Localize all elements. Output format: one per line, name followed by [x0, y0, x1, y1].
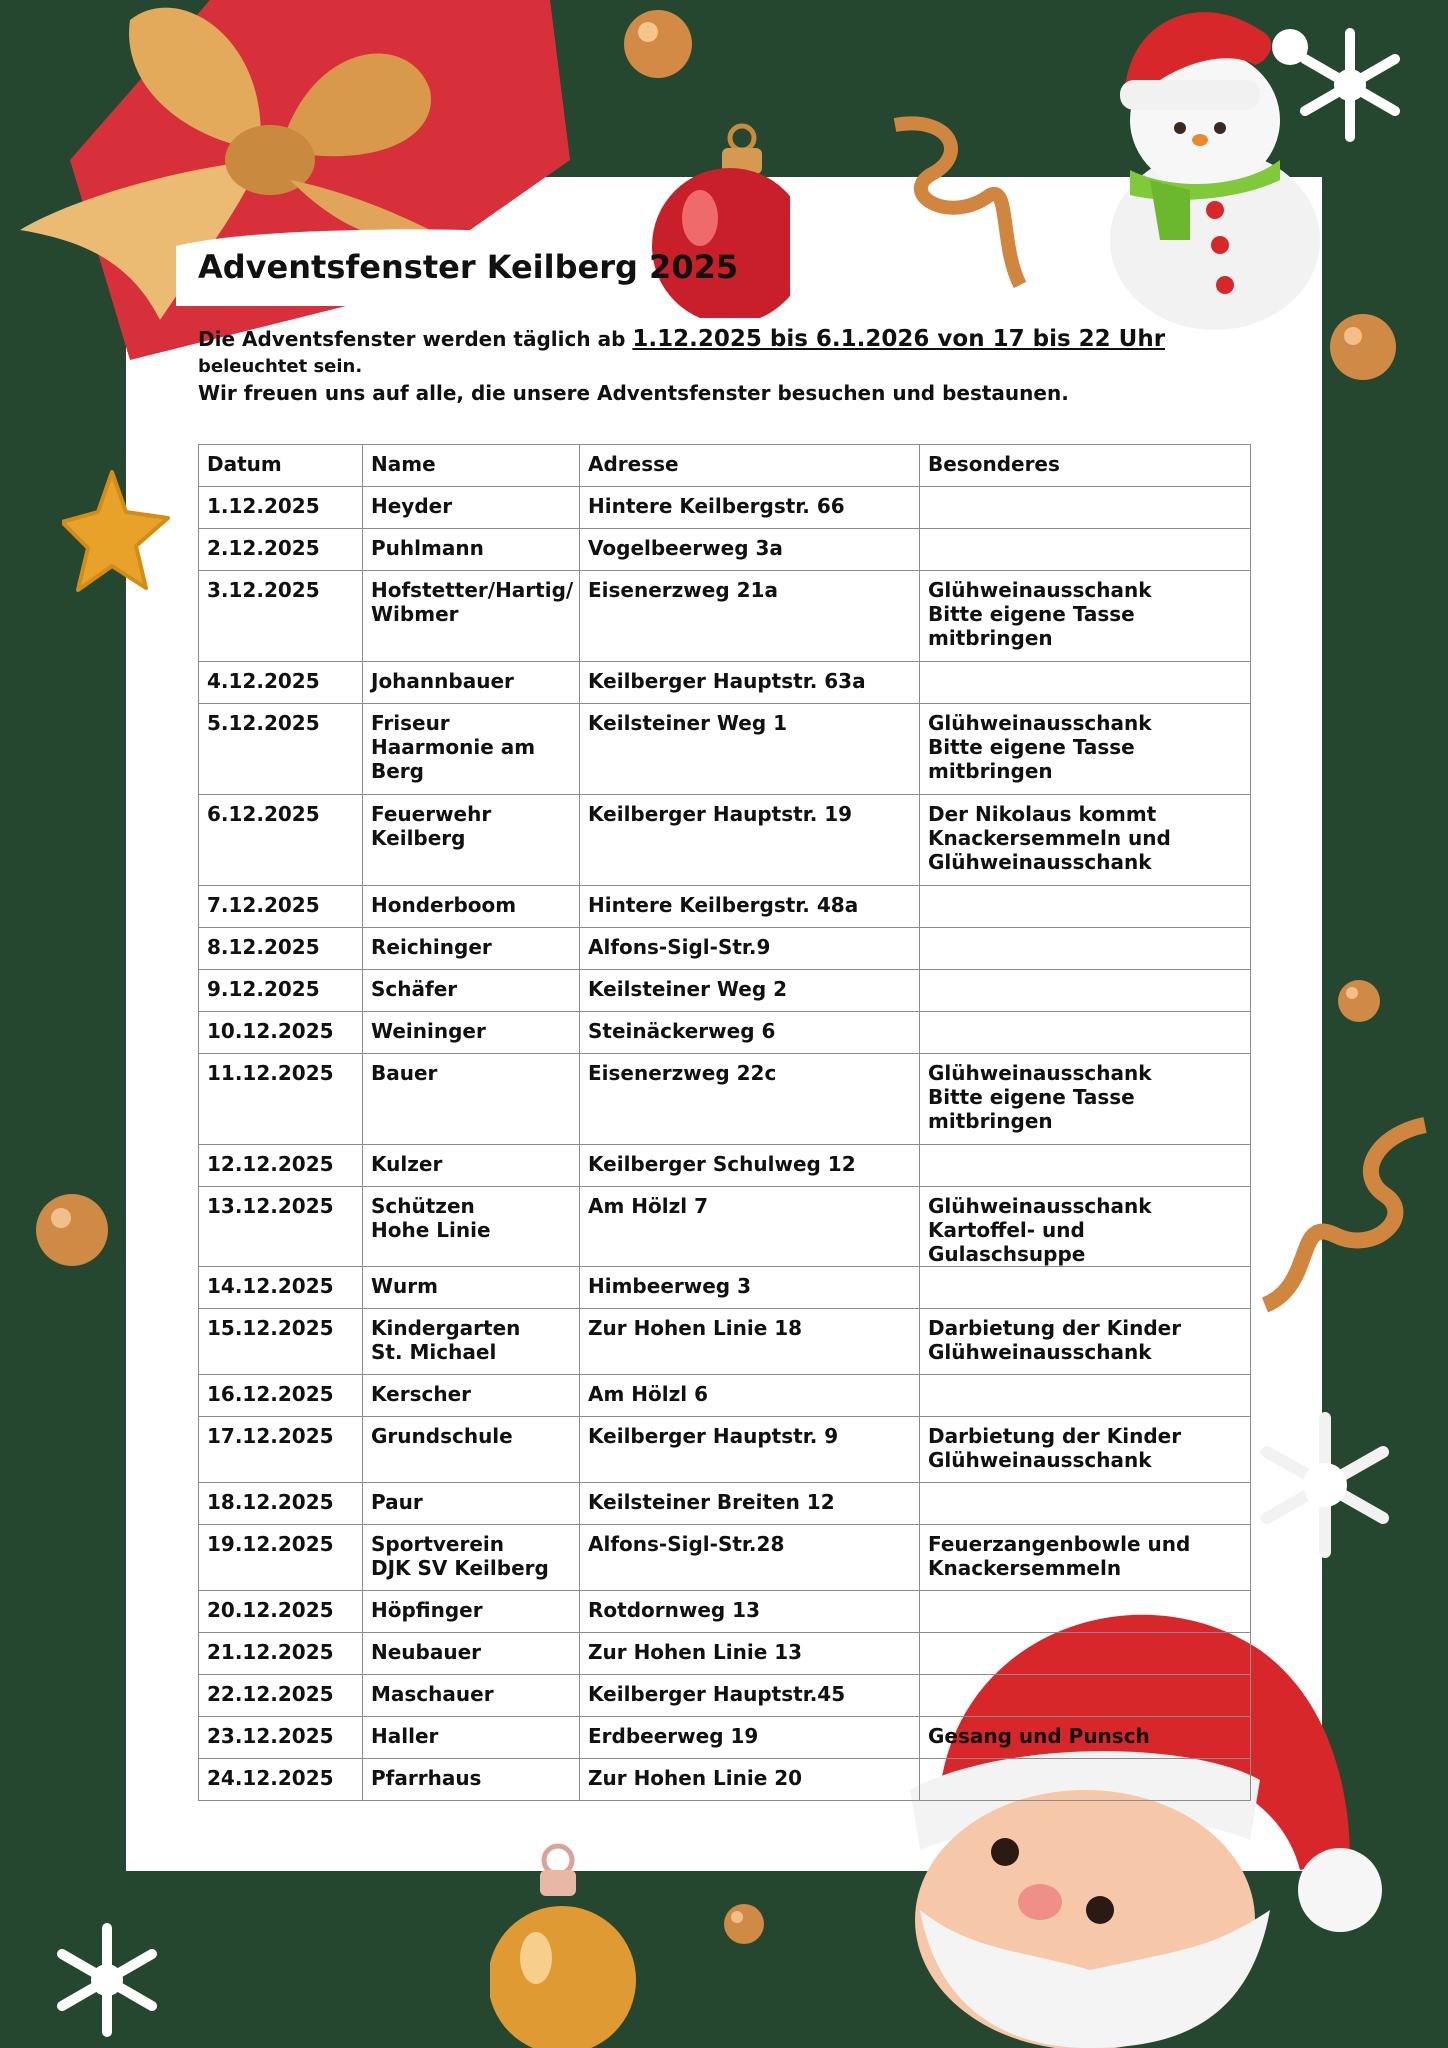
cell-name: Sportverein DJK SV Keilberg	[363, 1525, 580, 1591]
header-name: Name	[363, 445, 580, 487]
cell-name: Höpfinger	[363, 1591, 580, 1633]
gold-bauble-right-upper	[1328, 312, 1398, 382]
header-date: Datum	[199, 445, 363, 487]
cell-special: Darbietung der Kinder Glühweinausschank	[920, 1417, 1251, 1483]
cell-special: Feuerzangenbowle und Knackersemmeln	[920, 1525, 1251, 1591]
table-row	[199, 487, 1251, 529]
cell-address: Keilsteiner Weg 1	[580, 704, 920, 795]
cell-date: 2.12.2025	[199, 529, 363, 571]
cell-name: Grundschule	[363, 1417, 580, 1483]
cell-address: Hintere Keilbergstr. 48a	[580, 886, 920, 928]
cell-name: Maschauer	[363, 1675, 580, 1717]
intro-suffix: beleuchtet sein.	[198, 356, 363, 377]
table-row	[199, 1717, 1251, 1759]
gold-bauble-left	[34, 1192, 110, 1268]
table-row	[199, 1309, 1251, 1375]
cell-date: 18.12.2025	[199, 1483, 363, 1525]
cell-date: 5.12.2025	[199, 704, 363, 795]
table-row	[199, 1012, 1251, 1054]
cell-address: Eisenerzweg 21a	[580, 571, 920, 662]
cell-date: 16.12.2025	[199, 1375, 363, 1417]
table-row	[199, 1483, 1251, 1525]
cell-address: Keilberger Hauptstr. 19	[580, 795, 920, 886]
intro-text	[198, 326, 1268, 406]
table-row	[199, 571, 1251, 662]
cell-date: 12.12.2025	[199, 1145, 363, 1187]
table-row	[199, 1675, 1251, 1717]
cell-special: Gesang und Punsch	[920, 1717, 1251, 1759]
cell-name: Friseur Haarmonie am Berg	[363, 704, 580, 795]
table-row	[199, 1267, 1251, 1309]
cell-address: Keilberger Hauptstr. 63a	[580, 662, 920, 704]
cell-special	[920, 662, 1251, 704]
cell-address: Hintere Keilbergstr. 66	[580, 487, 920, 529]
cell-name: Feuerwehr Keilberg	[363, 795, 580, 886]
cell-name: Kerscher	[363, 1375, 580, 1417]
snowflake-bottom-left-icon	[42, 1920, 172, 2040]
cell-address: Am Hölzl 6	[580, 1375, 920, 1417]
cell-special: Glühweinausschank Bitte eigene Tasse mitbringen	[920, 704, 1251, 795]
cell-date: 20.12.2025	[199, 1591, 363, 1633]
gold-ornament-bottom	[490, 1840, 640, 2048]
cell-address: Himbeerweg 3	[580, 1267, 920, 1309]
cell-special	[920, 886, 1251, 928]
cell-date: 15.12.2025	[199, 1309, 363, 1375]
cell-date: 24.12.2025	[199, 1759, 363, 1801]
gold-bauble-right-middle	[1336, 978, 1382, 1024]
table-row	[199, 1633, 1251, 1675]
table-row	[199, 529, 1251, 571]
intro-prefix: Die Adventsfenster werden täglich ab	[198, 327, 633, 351]
cell-name: Bauer	[363, 1054, 580, 1145]
intro-line-2: Wir freuen uns auf alle, die unsere Adventsfenster besuchen und bestaunen.	[198, 381, 1069, 405]
cell-date: 21.12.2025	[199, 1633, 363, 1675]
cell-date: 13.12.2025	[199, 1187, 363, 1267]
snowflake-top-right-icon	[1285, 25, 1415, 145]
cell-special	[920, 1759, 1251, 1801]
table-row	[199, 970, 1251, 1012]
cell-name: Haller	[363, 1717, 580, 1759]
cell-date: 4.12.2025	[199, 662, 363, 704]
cell-special	[920, 529, 1251, 571]
cell-address: Keilberger Schulweg 12	[580, 1145, 920, 1187]
cell-date: 3.12.2025	[199, 571, 363, 662]
table-body	[199, 487, 1251, 1801]
cell-name: Kindergarten St. Michael	[363, 1309, 580, 1375]
cell-address: Keilberger Hauptstr.45	[580, 1675, 920, 1717]
cell-date: 14.12.2025	[199, 1267, 363, 1309]
cell-address: Am Hölzl 7	[580, 1187, 920, 1267]
intro-line-1	[198, 326, 1268, 380]
cell-name: Kulzer	[363, 1145, 580, 1187]
cell-special: Glühweinausschank Bitte eigene Tasse mitbringen	[920, 571, 1251, 662]
gold-star-decoration	[62, 468, 172, 608]
cell-date: 6.12.2025	[199, 795, 363, 886]
cell-name: Neubauer	[363, 1633, 580, 1675]
cell-name: Wurm	[363, 1267, 580, 1309]
cell-special	[920, 487, 1251, 529]
cell-special: Glühweinausschank Bitte eigene Tasse mitbringen	[920, 1054, 1251, 1145]
cell-address: Eisenerzweg 22c	[580, 1054, 920, 1145]
cell-name: Pfarrhaus	[363, 1759, 580, 1801]
cell-date: 22.12.2025	[199, 1675, 363, 1717]
gold-ribbon-right	[1255, 1115, 1435, 1315]
cell-special	[920, 1483, 1251, 1525]
intro-dates: 1.12.2025 bis 6.1.2026 von 17 bis 22 Uhr	[632, 326, 1166, 352]
gold-bauble-bottom-small	[722, 1902, 766, 1946]
cell-address: Zur Hohen Linie 20	[580, 1759, 920, 1801]
header-special: Besonderes	[920, 445, 1251, 487]
cell-special	[920, 1633, 1251, 1675]
gold-ribbon-top	[890, 115, 1050, 295]
cell-date: 23.12.2025	[199, 1717, 363, 1759]
table-row	[199, 1759, 1251, 1801]
cell-address: Keilberger Hauptstr. 9	[580, 1417, 920, 1483]
cell-address: Alfons-Sigl-Str.28	[580, 1525, 920, 1591]
gold-bauble-top	[620, 6, 696, 82]
table-row	[199, 662, 1251, 704]
header-address: Adresse	[580, 445, 920, 487]
cell-date: 1.12.2025	[199, 487, 363, 529]
cell-date: 8.12.2025	[199, 928, 363, 970]
table-row	[199, 1591, 1251, 1633]
cell-date: 19.12.2025	[199, 1525, 363, 1591]
table-header-row	[199, 445, 1251, 487]
cell-date: 10.12.2025	[199, 1012, 363, 1054]
table-row	[199, 1417, 1251, 1483]
cell-name: Weininger	[363, 1012, 580, 1054]
cell-name: Hofstetter/Hartig/ Wibmer	[363, 571, 580, 662]
cell-special: Glühweinausschank Kartoffel- und Gulaschsuppe	[920, 1187, 1251, 1267]
cell-name: Puhlmann	[363, 529, 580, 571]
cell-address: Erdbeerweg 19	[580, 1717, 920, 1759]
cell-address: Keilsteiner Breiten 12	[580, 1483, 920, 1525]
table-row	[199, 795, 1251, 886]
cell-special	[920, 1145, 1251, 1187]
cell-date: 11.12.2025	[199, 1054, 363, 1145]
cell-date: 9.12.2025	[199, 970, 363, 1012]
page-title: Adventsfenster Keilberg 2025	[198, 248, 739, 286]
cell-address: Zur Hohen Linie 13	[580, 1633, 920, 1675]
table-row	[199, 1525, 1251, 1591]
cell-name: Johannbauer	[363, 662, 580, 704]
cell-address: Keilsteiner Weg 2	[580, 970, 920, 1012]
table-row	[199, 1187, 1251, 1267]
cell-name: Heyder	[363, 487, 580, 529]
cell-address: Rotdornweg 13	[580, 1591, 920, 1633]
cell-special: Der Nikolaus kommt Knackersemmeln und Glühweinausschank	[920, 795, 1251, 886]
cell-special	[920, 1267, 1251, 1309]
cell-special	[920, 1591, 1251, 1633]
cell-address: Vogelbeerweg 3a	[580, 529, 920, 571]
snowflake-right-icon	[1250, 1410, 1400, 1560]
cell-special: Darbietung der Kinder Glühweinausschank	[920, 1309, 1251, 1375]
cell-special	[920, 1012, 1251, 1054]
red-ornament	[620, 118, 790, 318]
cell-name: Schäfer	[363, 970, 580, 1012]
cell-name: Reichinger	[363, 928, 580, 970]
cell-special	[920, 1675, 1251, 1717]
cell-special	[920, 1375, 1251, 1417]
table-row	[199, 704, 1251, 795]
cell-address: Steinäckerweg 6	[580, 1012, 920, 1054]
cell-name: Honderboom	[363, 886, 580, 928]
cell-date: 17.12.2025	[199, 1417, 363, 1483]
table-row	[199, 1375, 1251, 1417]
cell-special	[920, 970, 1251, 1012]
table-row	[199, 1054, 1251, 1145]
cell-address: Alfons-Sigl-Str.9	[580, 928, 920, 970]
table-row	[199, 928, 1251, 970]
advent-window-table	[198, 444, 1251, 1801]
cell-name: Schützen Hohe Linie	[363, 1187, 580, 1267]
cell-address: Zur Hohen Linie 18	[580, 1309, 920, 1375]
cell-date: 7.12.2025	[199, 886, 363, 928]
table-row	[199, 1145, 1251, 1187]
cell-name: Paur	[363, 1483, 580, 1525]
table-row	[199, 886, 1251, 928]
cell-special	[920, 928, 1251, 970]
